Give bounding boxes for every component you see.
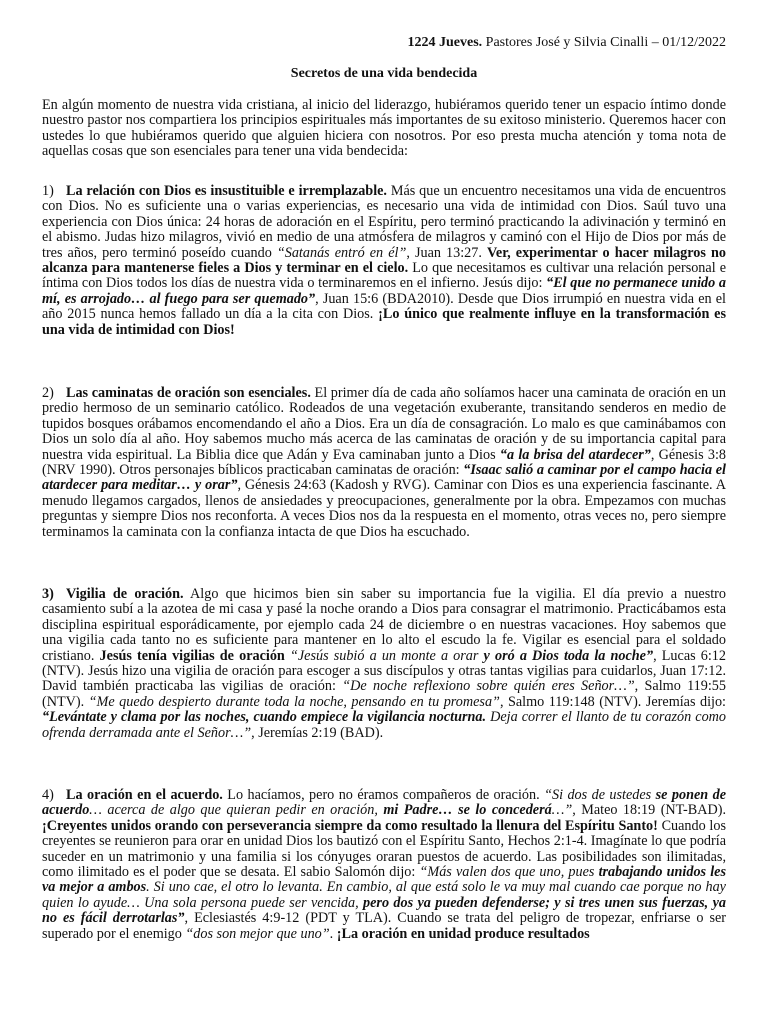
body-text: Lo que necesitamos es cultivar una relación personal e íntima con Dios todos los días de nuestra vida o terminaremos en el infierno. Jesús dijo: [42,260,726,292]
quote: y oró a Dios toda la noche” [478,647,654,664]
quote: trabajando unidos les va mejor a ambos [42,864,726,896]
quote: “Si dos de ustedes [544,787,652,803]
quote: “dos son mejor que uno” [185,925,330,942]
quote: “Levántate y clama por las noches, cuando empiece la vigilancia nocturna. [42,709,487,726]
body-text: Lo hacíamos, pero no éramos compañeros de oración. [222,787,545,803]
quote: “Jesús subió a un monte a orar [289,647,479,664]
section-heading: Vigilia de oración. [66,586,184,602]
quote: Deja correr el llanto de tu corazón como ofrenda derramada ante el Señor…” [42,709,726,741]
body-text: , Salmo 119:148 (NTV). Jeremías dijo: [499,693,726,710]
body-text: , Jeremías 2:19 (BAD). [251,724,384,741]
intro-paragraph: En algún momento de nuestra vida cristiana, al inicio del liderazgo, hubiéramos querido tener un espacio íntimo donde nuestro pastor nos compartiera los principios espirituales más importantes de su exitoso ministerio. Queremos hacer con ustedes lo que hubiéramos querido que alguien hiciera con nosotros. Por eso presta mucha atención y toma nota de aquellas cosas que son esenciales para tener una vida bendecida: [42,97,726,160]
section-4 [42,788,726,942]
body-text: Más que un encuentro necesitamos una vida de encuentros con Dios. No es suficiente una o varias experiencias, es necesario una vida de intimidad con Dios. Saúl tuvo una experiencia con Dios única: 24 horas de adoración en el Espíritu, pero terminó practicando la adivinación y terminó en el abismo. Judas hizo milagros, vivió en medio de una atmósfera de milagros y caminó con el Hijo de Dios por más de tres años, pero terminó poseído cuando [42,183,726,261]
quote: “Me quedo despierto durante toda la noche, pensando en tu promesa” [88,693,500,710]
quote: “Más valen dos que uno, pues [419,864,595,881]
section-1 [42,184,726,338]
body-text: , Juan 13:27. [406,244,487,261]
document-header [407,35,726,50]
body-text: Algo que hicimos bien sin saber su importancia fue la vigilia. El día previo a nuestro casamiento subí a la azotea de mi casa y pasé la noche orando a Dios para consagrar el matrimonio. Practicábamos esta disciplina espiritual esporádicamente, por ejemplo cada 24 de diciembre o en nuestras vacaciones. Hoy sabemos que una vigilia cada tanto no es suficiente para mantener en lo alto el escudo la fe. Vigilar es esencial para el soldado cristiano. [42,586,726,664]
body-text: , Salmo 119:55 (NTV). [42,678,726,710]
body-text: , Juan 15:6 (BDA2010). Desde que Dios irrumpió en nuestra vida en el año 2015 nunca hemos fallado un día a la cita con Dios. [42,290,726,323]
emphasis: Jesús tenía vigilias de oración [99,647,285,664]
authors-date: Pastores José y Silvia Cinalli – 01/12/2022 [482,35,726,50]
document-page [42,0,726,1024]
section-number: 1) [42,183,54,199]
quote: mi Padre… se lo concederá [377,802,552,819]
emphasis: ¡Lo único que realmente influye en la transformación es una vida de intimidad con Dios! [42,306,726,338]
document-title: Secretos de una vida bendecida [290,66,478,81]
body-text: , Génesis 3:8 (NRV 1990). Otros personajes bíblicos practicaban caminatas de oración: [42,446,726,479]
section-heading: Las caminatas de oración son esenciales. [66,385,311,401]
quote: pero dos ya pueden defenderse; y si tres unen sus fuerzas, ya no es fácil derrotarlas” [42,894,726,927]
section-2 [42,386,726,540]
devotional-number: 1224 Jueves. [407,35,483,50]
body-text: , Lucas 6:12 (NTV). Jesús hizo una vigilia de oración para escoger a sus discípulos y otras tantas vigilias para cuidarlos, Juan 17:12. David también practicaba las vigilias de oración: [42,647,726,695]
quote: “Isaac salió a caminar por el campo hacia el atardecer para meditar… y orar” [42,462,726,494]
body-text: . [329,925,337,942]
body-text: El primer día de cada año solíamos hacer una caminata de oración en un predio hermoso de un seminario católico. Rodeados de una vegetación exuberante, transitando senderos en medio de tupidos bosques orábamos encomendando el año a Dios. Era un día de consagración. Lo malo es que caminábamos con Dios un solo día al año. Hoy sabemos mucho más acerca de las caminatas de oración y de su importancia capital para nuestra vida espiritual. La Biblia dice que Adán y Eva caminaban junto a Dios [42,385,726,463]
quote: se ponen de acuerdo [42,787,726,819]
section-number: 3) [42,586,54,602]
section-number: 2) [42,385,54,401]
quote: … acerca de algo que quieran pedir en oración, [89,802,378,819]
quote: “De noche reflexiono sobre quién eres Señor…” [342,678,635,695]
quote: “a la brisa del atardecer” [499,446,651,463]
emphasis: ¡La oración en unidad produce resultados [336,925,590,942]
body-text: Cuando los creyentes se reunieron para orar en unidad Dios los bautizó con el Espíritu Santo, Hechos 2:1-4. Imagínate lo que podría suceder en un matrimonio y una familia si los cónyuges oraran puestos de acuerdo. Las posibilidades son ilimitadas, como ilimitado es el poder que se desata. El sabio Salomón dijo: [42,817,726,881]
section-number: 4) [42,787,54,803]
quote: …” [551,802,573,819]
body-text: , Génesis 24:63 (Kadosh y RVG). Caminar con Dios es una experiencia fascinante. A menudo llegamos cargados, llenos de ansiedades y preocupaciones, generalmente por la obra. Empezamos con muchas preguntas y siempre Dios nos reconforta. A veces Dios nos da la respuesta en el momento, otras veces no, pero siempre terminamos la caminata con la confianza intacta de que Dios ha escuchado. [42,477,726,540]
emphasis: Ver, experimentar o hacer milagros no alcanza para mantenerse fieles a Dios y terminar en el cielo. [42,244,726,277]
emphasis: ¡Creyentes unidos orando con perseverancia siempre da como resultado la llenura del Espíritu Santo! [42,817,658,834]
quote: . Si uno cae, el otro lo levanta. En cambio, al que está solo le va muy mal cuando cae porque no hay quien lo ayude… Una sola persona puede ser vencida, [42,879,726,911]
body-text: , Eclesiastés 4:9-12 (PDT y TLA). Cuando se trata del peligro de tropezar, enfriarse o ser superado por el enemigo [42,910,727,942]
section-heading: La oración en el acuerdo. [66,787,223,803]
section-heading: La relación con Dios es insustituible e irremplazable. [66,183,387,199]
body-text: , Mateo 18:19 (NT-BAD). [572,802,726,819]
quote: “Satanás entró en él” [276,244,407,261]
quote: “El que no permanece unido a mí, es arrojado… al fuego para ser quemado” [42,275,726,307]
section-3 [42,587,726,741]
